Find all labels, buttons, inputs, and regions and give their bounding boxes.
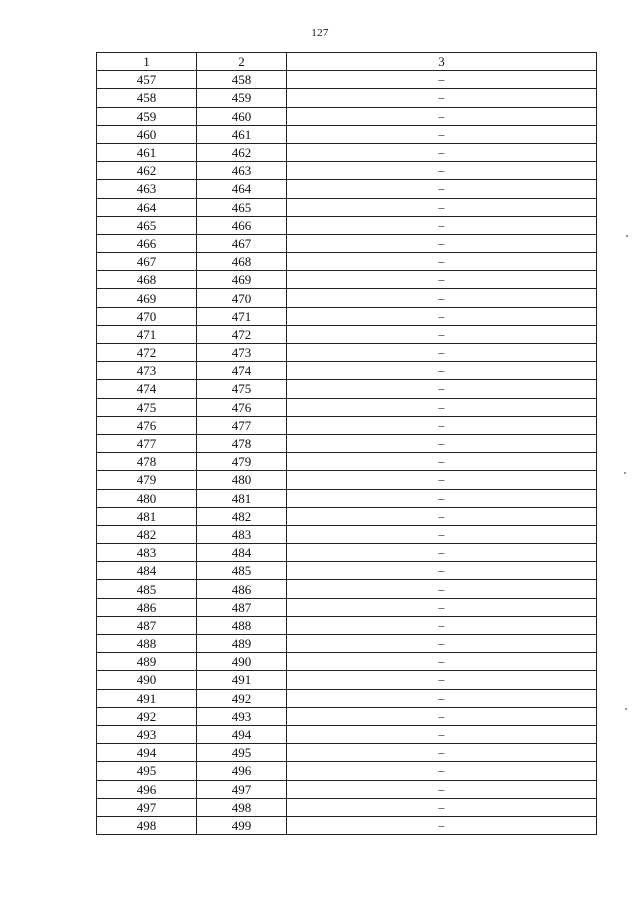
table-cell-col1: 490	[97, 671, 197, 689]
table-cell-col3: –	[287, 525, 597, 543]
table-cell-col1: 476	[97, 416, 197, 434]
table-row	[97, 489, 597, 507]
table-cell-col3: –	[287, 562, 597, 580]
table-row	[97, 271, 597, 289]
table-cell-col3: –	[287, 671, 597, 689]
table-cell-col1: 473	[97, 362, 197, 380]
table-cell-col1: 477	[97, 434, 197, 452]
table-cell-col3: –	[287, 107, 597, 125]
table-cell-col2: 462	[197, 143, 287, 161]
table-cell-col1: 487	[97, 616, 197, 634]
table-cell-col3: –	[287, 616, 597, 634]
table-cell-col1: 498	[97, 816, 197, 834]
header-row	[97, 53, 597, 71]
table-cell-col3: –	[287, 689, 597, 707]
table-row	[97, 143, 597, 161]
table-row	[97, 544, 597, 562]
table-cell-col1: 460	[97, 125, 197, 143]
table-cell-col3: –	[287, 325, 597, 343]
table-cell-col1: 465	[97, 216, 197, 234]
table-cell-col2: 492	[197, 689, 287, 707]
table-cell-col2: 465	[197, 198, 287, 216]
table-cell-col2: 471	[197, 307, 287, 325]
table-row	[97, 125, 597, 143]
table-cell-col2: 484	[197, 544, 287, 562]
table-cell-col1: 496	[97, 780, 197, 798]
table-cell-col1: 461	[97, 143, 197, 161]
table-cell-col3: –	[287, 725, 597, 743]
table-cell-col3: –	[287, 253, 597, 271]
column-header-2: 2	[197, 53, 287, 71]
table-cell-col3: –	[287, 489, 597, 507]
table-cell-col3: –	[287, 416, 597, 434]
table-cell-col1: 481	[97, 507, 197, 525]
table-cell-col3: –	[287, 544, 597, 562]
table-cell-col1: 466	[97, 234, 197, 252]
table-row	[97, 325, 597, 343]
table-cell-col2: 485	[197, 562, 287, 580]
table-cell-col1: 457	[97, 71, 197, 89]
table-cell-col1: 495	[97, 762, 197, 780]
table-row	[97, 780, 597, 798]
table-cell-col2: 466	[197, 216, 287, 234]
table-cell-col2: 463	[197, 162, 287, 180]
table-cell-col1: 484	[97, 562, 197, 580]
table-cell-col2: 472	[197, 325, 287, 343]
table-cell-col3: –	[287, 380, 597, 398]
table-row	[97, 307, 597, 325]
table-cell-col1: 472	[97, 344, 197, 362]
table-row	[97, 362, 597, 380]
table-cell-col1: 474	[97, 380, 197, 398]
table-cell-col2: 458	[197, 71, 287, 89]
table-row	[97, 162, 597, 180]
table-cell-col1: 471	[97, 325, 197, 343]
table-row	[97, 798, 597, 816]
table-row	[97, 234, 597, 252]
table-cell-col3: –	[287, 344, 597, 362]
table-cell-col3: –	[287, 234, 597, 252]
table-cell-col1: 486	[97, 598, 197, 616]
table-cell-col1: 475	[97, 398, 197, 416]
table-cell-col3: –	[287, 635, 597, 653]
table-row	[97, 71, 597, 89]
table-cell-col2: 499	[197, 816, 287, 834]
table-cell-col3: –	[287, 71, 597, 89]
table-cell-col1: 467	[97, 253, 197, 271]
table-cell-col1: 468	[97, 271, 197, 289]
table-cell-col3: –	[287, 143, 597, 161]
table-cell-col1: 489	[97, 653, 197, 671]
table-cell-col2: 460	[197, 107, 287, 125]
table-cell-col2: 498	[197, 798, 287, 816]
table-cell-col2: 464	[197, 180, 287, 198]
table-cell-col3: –	[287, 307, 597, 325]
table-cell-col2: 496	[197, 762, 287, 780]
table-row	[97, 453, 597, 471]
table-row	[97, 580, 597, 598]
table-row	[97, 107, 597, 125]
table-row	[97, 398, 597, 416]
table-cell-col2: 486	[197, 580, 287, 598]
table-row	[97, 689, 597, 707]
table-cell-col1: 494	[97, 744, 197, 762]
table-cell-col3: –	[287, 453, 597, 471]
table-cell-col1: 479	[97, 471, 197, 489]
table-row	[97, 525, 597, 543]
table-body	[97, 71, 597, 835]
table-cell-col2: 497	[197, 780, 287, 798]
table-cell-col3: –	[287, 816, 597, 834]
table-cell-col2: 474	[197, 362, 287, 380]
table-cell-col1: 458	[97, 89, 197, 107]
table-row	[97, 816, 597, 834]
table-row	[97, 344, 597, 362]
table-row	[97, 434, 597, 452]
table-cell-col2: 490	[197, 653, 287, 671]
table-cell-col1: 470	[97, 307, 197, 325]
table-cell-col1: 493	[97, 725, 197, 743]
table-cell-col3: –	[287, 598, 597, 616]
table-cell-col1: 469	[97, 289, 197, 307]
table-cell-col2: 487	[197, 598, 287, 616]
table-cell-col2: 475	[197, 380, 287, 398]
table-cell-col2: 473	[197, 344, 287, 362]
table-cell-col2: 482	[197, 507, 287, 525]
table-cell-col2: 495	[197, 744, 287, 762]
table-row	[97, 216, 597, 234]
table-cell-col3: –	[287, 198, 597, 216]
table-cell-col2: 461	[197, 125, 287, 143]
table-cell-col3: –	[287, 744, 597, 762]
table-cell-col2: 479	[197, 453, 287, 471]
table-row	[97, 289, 597, 307]
table-cell-col1: 480	[97, 489, 197, 507]
table-row	[97, 616, 597, 634]
table-cell-col2: 467	[197, 234, 287, 252]
page-number: 127	[311, 27, 329, 39]
table-cell-col2: 489	[197, 635, 287, 653]
table-cell-col2: 470	[197, 289, 287, 307]
table-cell-col2: 493	[197, 707, 287, 725]
scan-speck	[624, 472, 626, 474]
table-cell-col3: –	[287, 289, 597, 307]
table-row	[97, 180, 597, 198]
table-cell-col1: 464	[97, 198, 197, 216]
table-row	[97, 762, 597, 780]
column-header-3: 3	[287, 53, 597, 71]
table-cell-col2: 483	[197, 525, 287, 543]
table-cell-col3: –	[287, 780, 597, 798]
table-cell-col2: 491	[197, 671, 287, 689]
table-cell-col3: –	[287, 398, 597, 416]
table-cell-col3: –	[287, 507, 597, 525]
table-cell-col1: 463	[97, 180, 197, 198]
column-header-1: 1	[97, 53, 197, 71]
table-cell-col1: 497	[97, 798, 197, 816]
table-cell-col3: –	[287, 471, 597, 489]
table-cell-col3: –	[287, 162, 597, 180]
table-cell-col3: –	[287, 580, 597, 598]
table-cell-col2: 478	[197, 434, 287, 452]
table-row	[97, 598, 597, 616]
table-row	[97, 198, 597, 216]
scan-speck	[626, 235, 628, 237]
table-row	[97, 707, 597, 725]
table-cell-col1: 462	[97, 162, 197, 180]
table-cell-col2: 468	[197, 253, 287, 271]
table-row	[97, 653, 597, 671]
table-cell-col3: –	[287, 653, 597, 671]
data-table	[96, 52, 597, 835]
table-row	[97, 471, 597, 489]
table-header	[97, 53, 597, 71]
table-cell-col3: –	[287, 271, 597, 289]
table-cell-col2: 488	[197, 616, 287, 634]
table-cell-col3: –	[287, 180, 597, 198]
table-row	[97, 635, 597, 653]
table-cell-col2: 476	[197, 398, 287, 416]
table-cell-col3: –	[287, 362, 597, 380]
table-cell-col1: 459	[97, 107, 197, 125]
table-cell-col3: –	[287, 89, 597, 107]
table-cell-col2: 459	[197, 89, 287, 107]
table-cell-col3: –	[287, 216, 597, 234]
table-cell-col1: 488	[97, 635, 197, 653]
table-cell-col1: 478	[97, 453, 197, 471]
table-cell-col1: 491	[97, 689, 197, 707]
table-row	[97, 507, 597, 525]
table-row	[97, 89, 597, 107]
table-row	[97, 380, 597, 398]
table-cell-col3: –	[287, 125, 597, 143]
table-row	[97, 253, 597, 271]
table-cell-col1: 492	[97, 707, 197, 725]
table-cell-col2: 481	[197, 489, 287, 507]
table-cell-col3: –	[287, 434, 597, 452]
table-cell-col1: 485	[97, 580, 197, 598]
table-row	[97, 671, 597, 689]
table-row	[97, 416, 597, 434]
table-cell-col3: –	[287, 762, 597, 780]
table-row	[97, 562, 597, 580]
scan-speck	[625, 708, 627, 710]
table-row	[97, 744, 597, 762]
table-cell-col2: 477	[197, 416, 287, 434]
table-cell-col3: –	[287, 798, 597, 816]
table-row	[97, 725, 597, 743]
table-cell-col1: 482	[97, 525, 197, 543]
table-cell-col2: 469	[197, 271, 287, 289]
table-cell-col3: –	[287, 707, 597, 725]
table-cell-col2: 494	[197, 725, 287, 743]
table-cell-col1: 483	[97, 544, 197, 562]
table-cell-col2: 480	[197, 471, 287, 489]
